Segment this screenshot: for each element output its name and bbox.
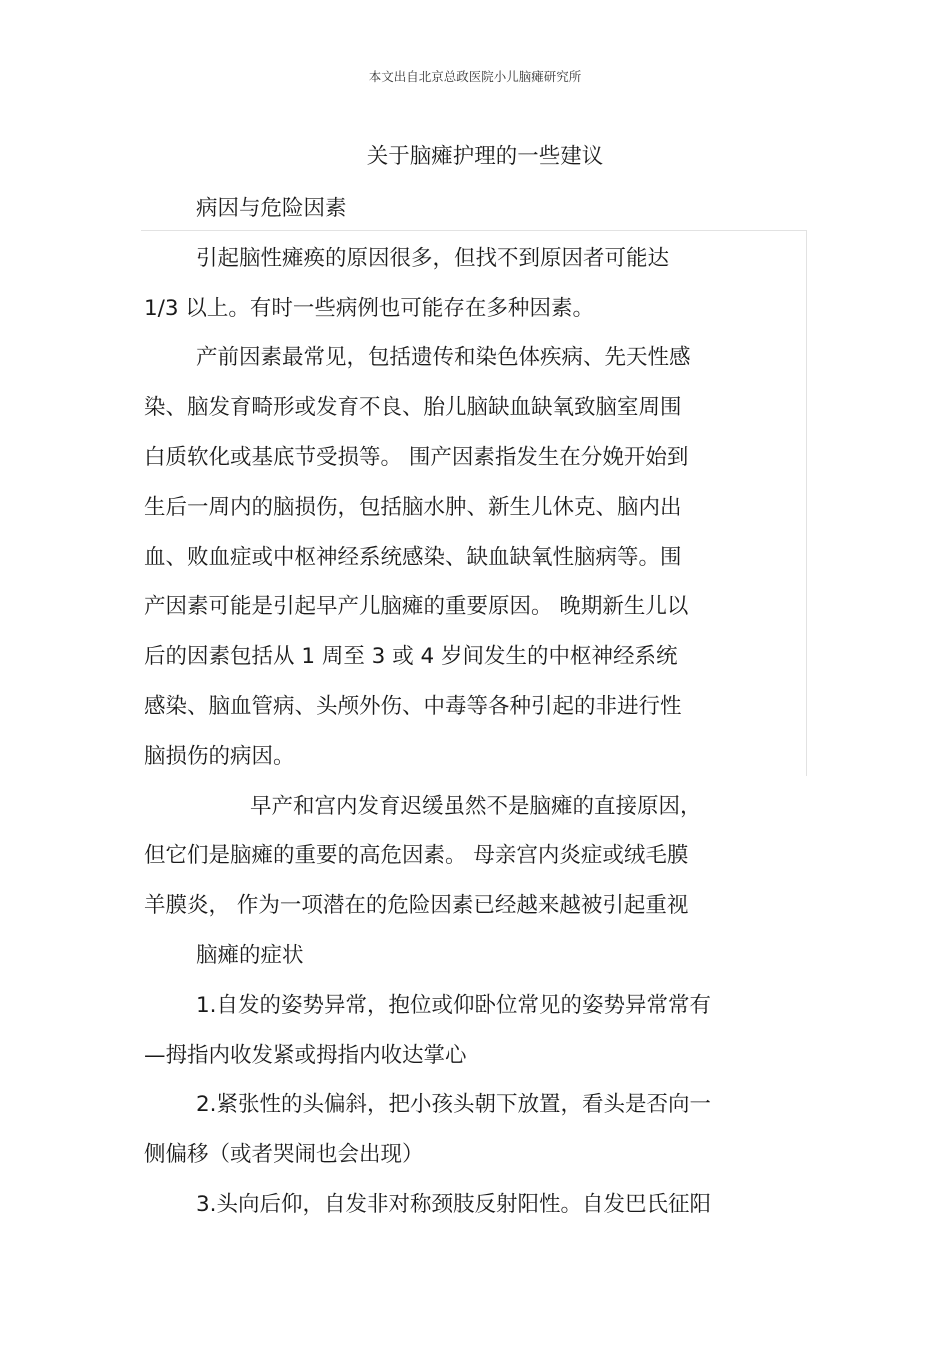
document-title: 关于脑瘫护理的一些建议 [366,144,604,169]
list-item-2-continued: 侧偏移（或者哭闹也会出现） [144,1142,424,1167]
paragraph-line: 感染、脑血管病、头颅外伤、中毒等各种引起的非进行性 [144,694,682,719]
paragraph-line: 血、败血症或中枢神经系统感染、缺血缺氧性脑病等。围 [144,545,682,570]
section-heading-causes: 病因与危险因素 [196,196,347,221]
list-item-1-continued: —拇指内收发紧或拇指内收达掌心 [144,1043,467,1068]
paragraph-line: 引起脑性瘫痪的原因很多，但找不到原因者可能达 [196,246,670,271]
paragraph-line: 但它们是脑瘫的重要的高危因素。 母亲宫内炎症或绒毛膜 [144,843,689,868]
list-item-1: 1.自发的姿势异常，抱位或仰卧位常见的姿势异常常有 [196,993,712,1018]
paragraph-line: 产因素可能是引起早产儿脑瘫的重要原因。 晚期新生儿以 [144,594,689,619]
paragraph-line: 后的因素包括从 1 周至 3 或 4 岁间发生的中枢神经系统 [144,644,678,669]
paragraph-line: 生后一周内的脑损伤，包括脑水肿、新生儿休克、脑内出 [144,495,682,520]
paragraph-line: 脑损伤的病因。 [144,744,295,769]
section-heading-symptoms: 脑瘫的症状 [196,943,304,968]
paragraph-line: 白质软化或基底节受损等。 围产因素指发生在分娩开始到 [144,445,689,470]
list-item-2: 2.紧张性的头偏斜，把小孩头朝下放置，看头是否向一 [196,1092,712,1117]
paragraph-line: 染、脑发育畸形或发育不良、胎儿脑缺血缺氧致脑室周围 [144,395,682,420]
paragraph-line: 产前因素最常见，包括遗传和染色体疾病、先天性感 [196,345,691,370]
page-header: 本文出自北京总政医院小儿脑瘫研究所 [368,69,582,84]
list-item-3: 3.头向后仰，自发非对称颈肢反射阳性。自发巴氏征阳 [196,1192,712,1217]
paragraph-line: 早产和宫内发育迟缓虽然不是脑瘫的直接原因， [250,794,702,819]
paragraph-line: 1/3 以上。有时一些病例也可能存在多种因素。 [144,296,594,321]
paragraph-line: 羊膜炎， 作为一项潜在的危险因素已经越来越被引起重视 [144,893,689,918]
